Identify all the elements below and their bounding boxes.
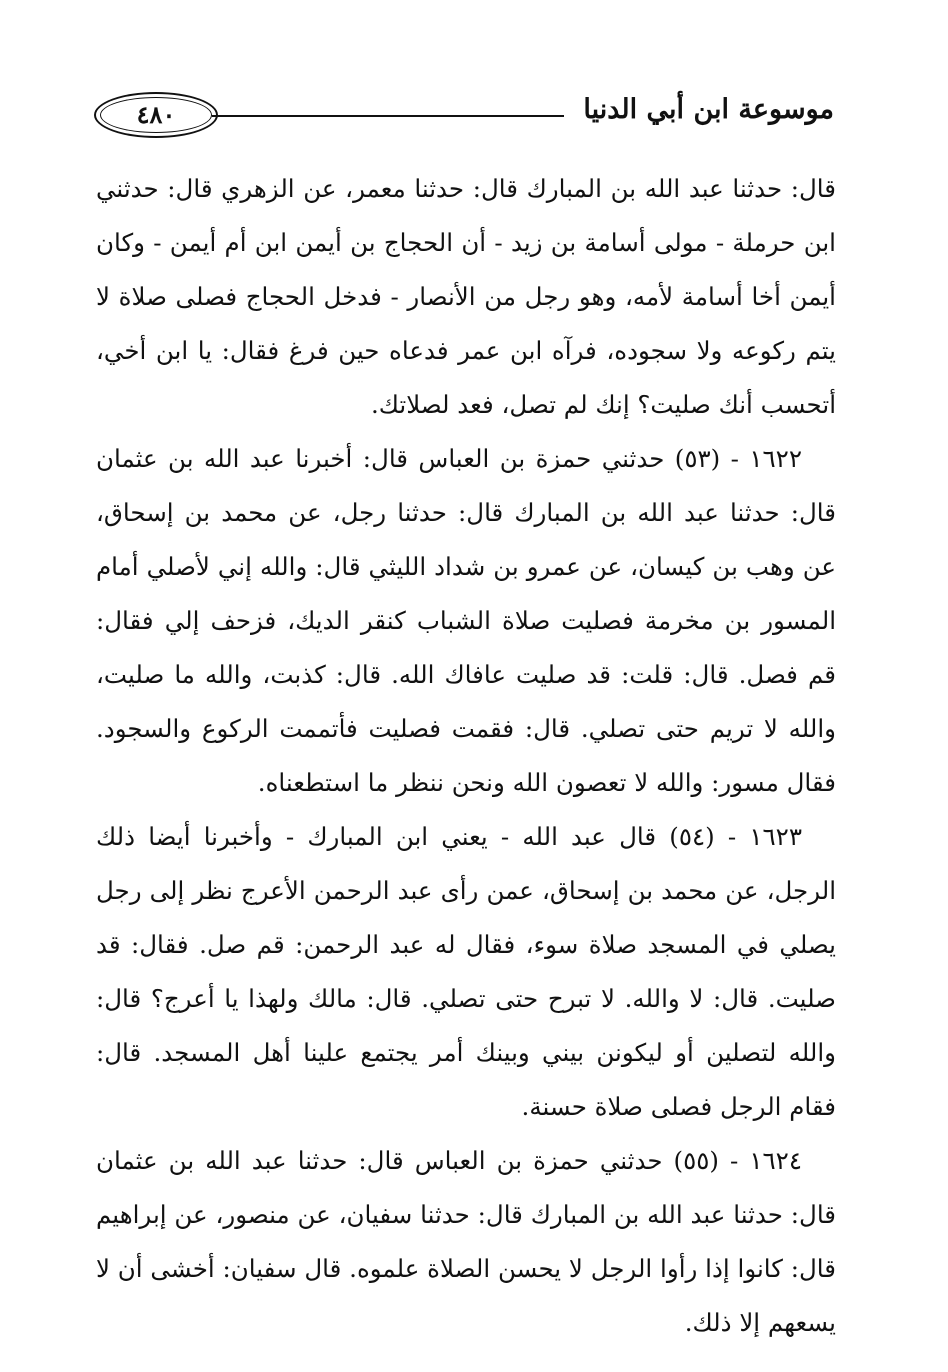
header-rule <box>212 115 564 117</box>
hadith-1624: ١٦٢٤ - (٥٥) حدثني حمزة بن العباس قال: حدثنا عبد الله بن عثمان قال: حدثنا عبد الله بن المبارك قال: حدثنا سفيان، عن منصور، عن إبراهيم قال: كانوا إذا رأوا الرجل لا يحسن الصلاة علموه. قال سفيان: أخشى أن لا يسعهم إلا ذلك. <box>96 1146 836 1337</box>
hadith-1622: ١٦٢٢ - (٥٣) حدثني حمزة بن العباس قال: أخبرنا عبد الله بن عثمان قال: حدثنا عبد الله بن المبارك قال: حدثنا رجل، عن محمد بن إسحاق، عن وهب بن كيسان، عن عمرو بن شداد الليثي قال: والله إني لأصلي أمام المسور بن مخرمة فصليت صلاة الشباب كنقر الديك، فزحف إلي فقال: قم فصل. قال: قلت: قد صليت عافاك الله. قال: كذبت، والله ما صليت، والله لا تريم حتى تصلي. قال: فقمت فصليت فأتممت الركوع والسجود. فقال مسور: والله لا تعصون الله ونحن ننظر ما استطعناه. <box>96 444 836 797</box>
book-title: موسوعة ابن أبي الدنيا <box>583 94 834 125</box>
page-body <box>96 162 836 1350</box>
paragraph-continued: قال: حدثنا عبد الله بن المبارك قال: حدثنا معمر، عن الزهري قال: حدثني ابن حرملة - مولى أسامة بن زيد - أن الحجاج بن أيمن ابن أم أيمن - وكان أيمن أخا أسامة لأمه، وهو رجل من الأنصار - فدخل الحجاج فصلى صلاة لا يتم ركوعه ولا سجوده، فرآه ابن عمر فدعاه حين فرغ فقال: يا ابن أخي، أتحسب أنك صليت؟ إنك لم تصل، فعد لصلاتك. <box>96 174 836 419</box>
page-header <box>94 88 834 148</box>
page-number: ٤٨٠ <box>136 100 176 129</box>
hadith-1623: ١٦٢٣ - (٥٤) قال عبد الله - يعني ابن المبارك - وأخبرنا أيضا ذلك الرجل، عن محمد بن إسحاق، عمن رأى عبد الرحمن الأعرج نظر إلى رجل يصلي في المسجد صلاة سوء، فقال له عبد الرحمن: قم صل. فقال: قد صليت. قال: لا والله. لا تبرح حتى تصلي. قال: مالك ولهذا يا أعرج؟ قال: والله لتصلين أو ليكونن بيني وبينك أمر يجتمع علينا أهل المسجد. قال: فقام الرجل فصلى صلاة حسنة. <box>96 822 836 1121</box>
